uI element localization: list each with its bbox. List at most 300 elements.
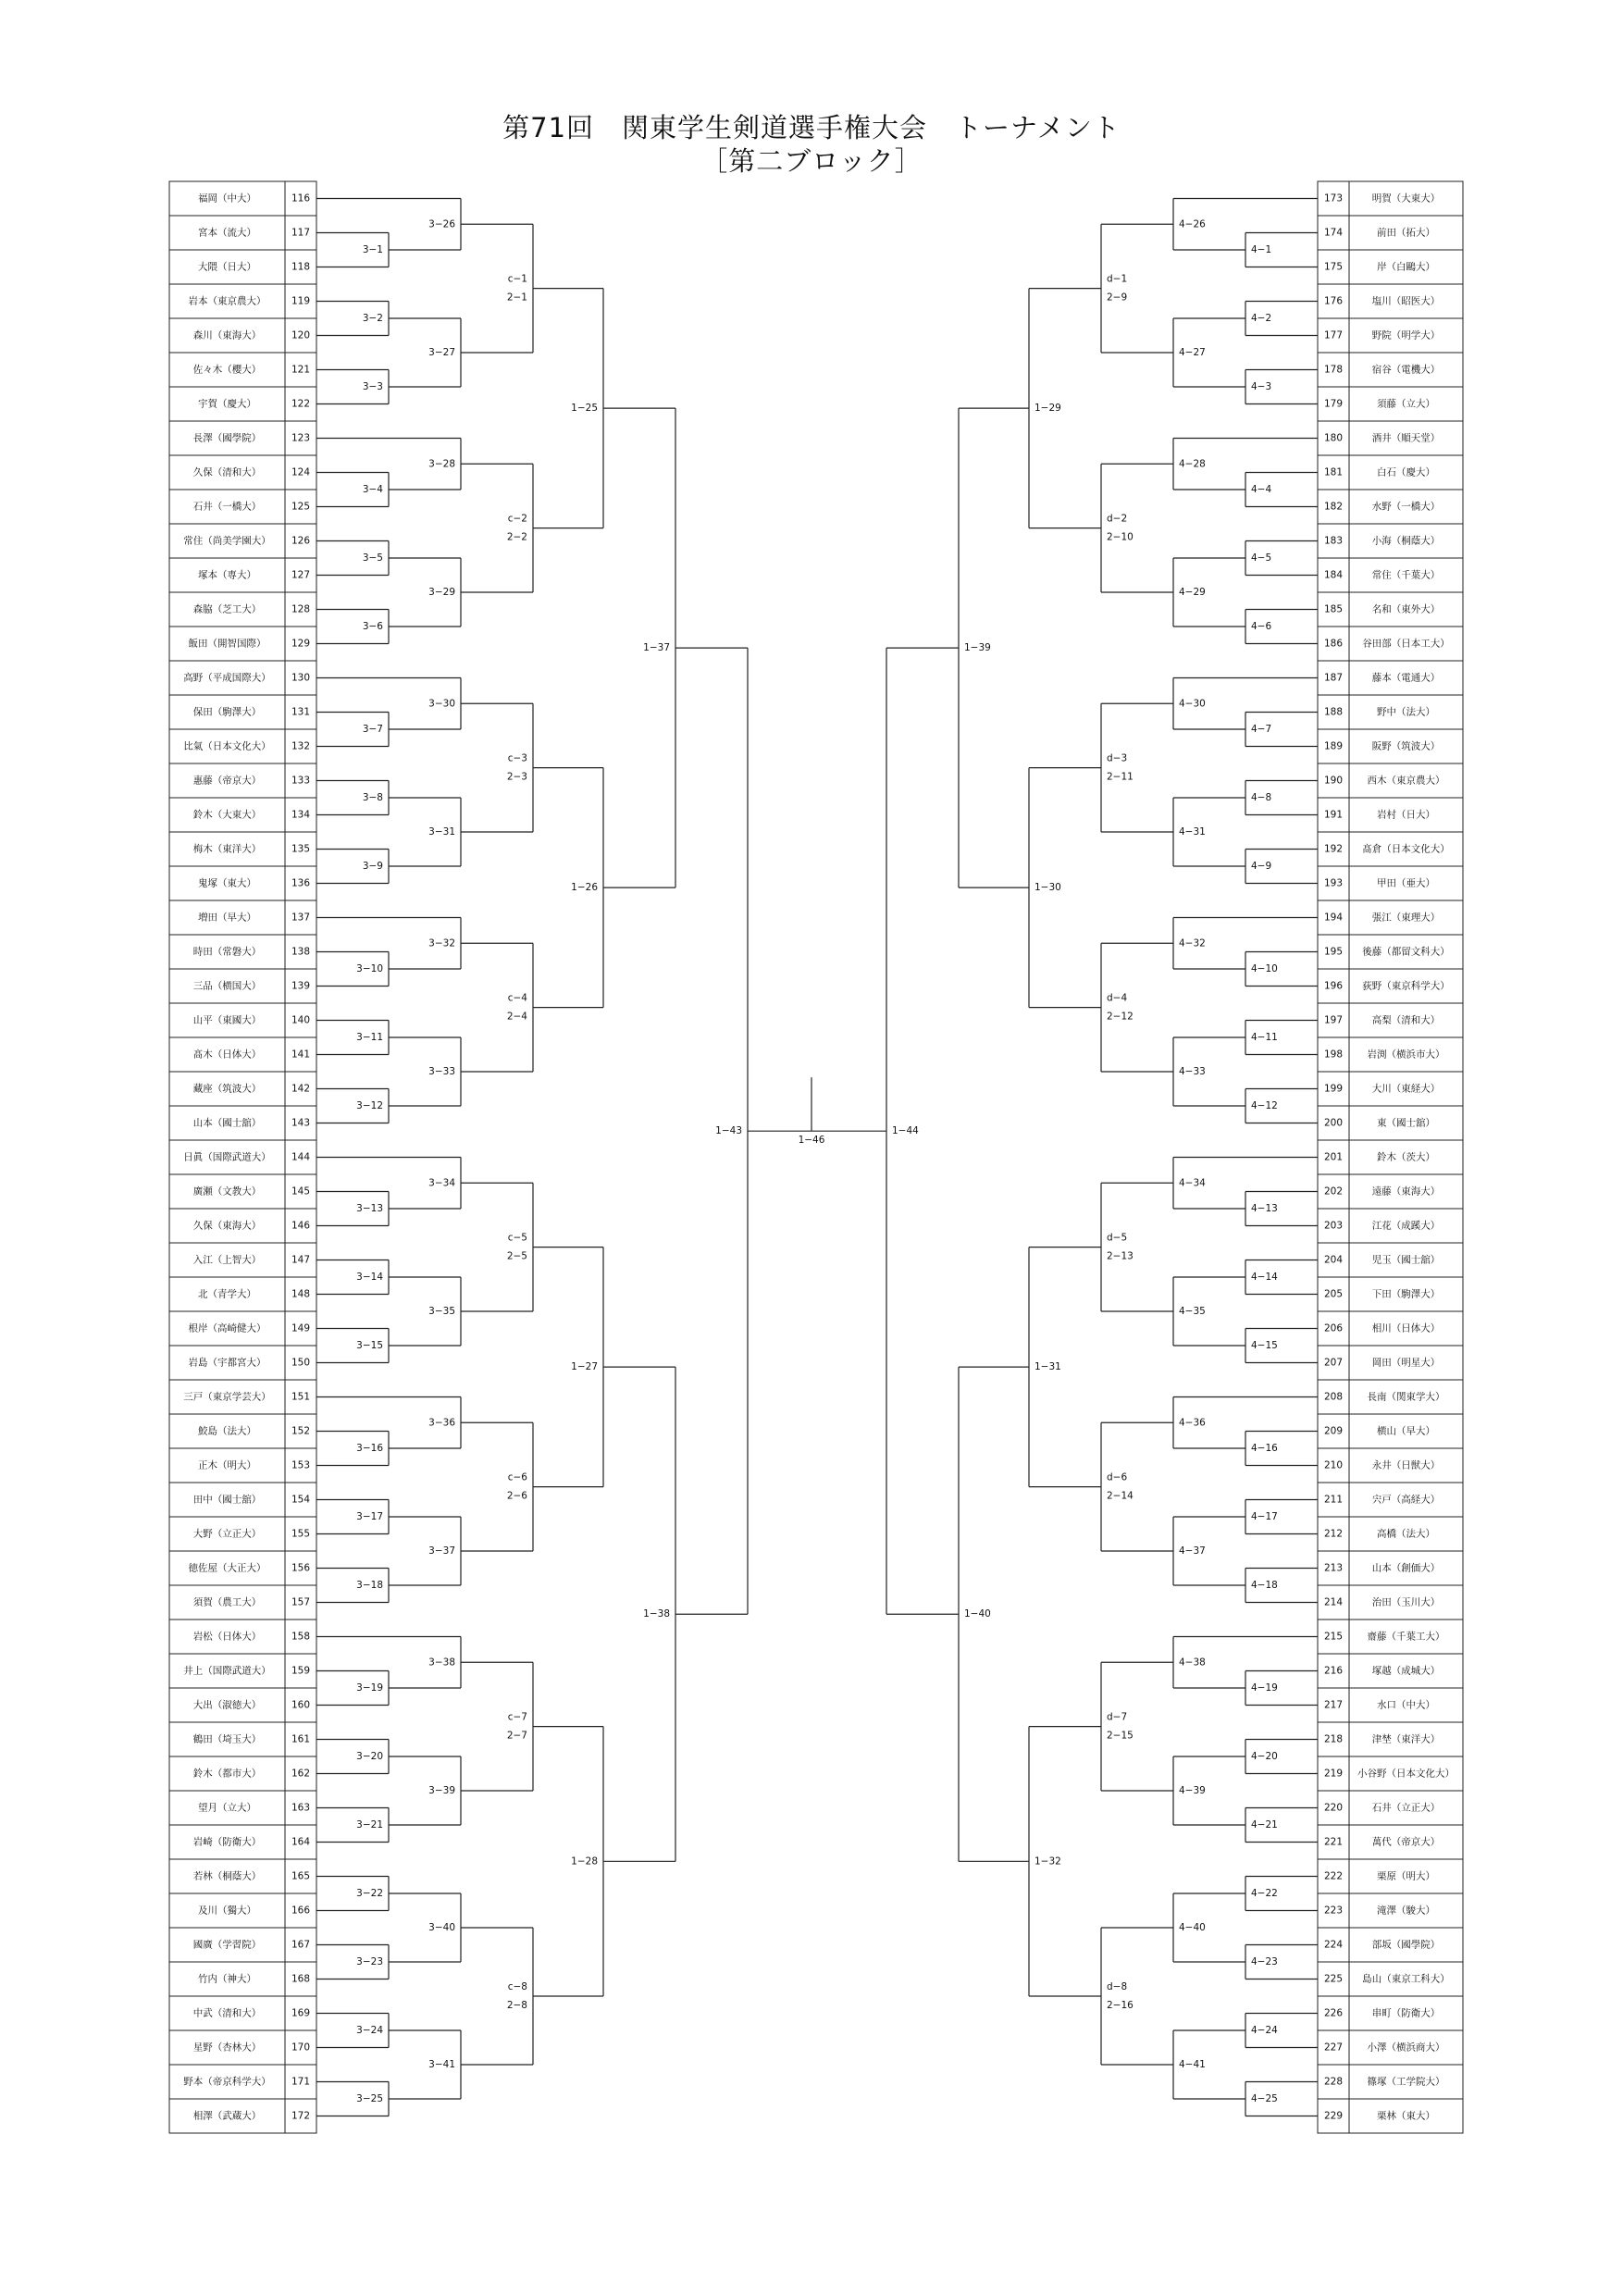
match-label: 3−4	[362, 484, 383, 495]
match-label: d−2	[1107, 513, 1128, 525]
match-label: 3−10	[356, 963, 383, 974]
player-name: 入江（上智大）	[192, 1254, 262, 1266]
match-label: 4−40	[1179, 1922, 1206, 1933]
match-label: 4−7	[1251, 724, 1272, 735]
player-number: 184	[1323, 569, 1344, 581]
match-label: 1−37	[643, 642, 670, 654]
match-label: 3−32	[428, 937, 455, 949]
player-number: 159	[291, 1665, 311, 1677]
match-label: 2−11	[1107, 771, 1134, 783]
player-number: 215	[1323, 1631, 1344, 1643]
player-number: 158	[291, 1631, 311, 1643]
player-name: 岩崎（防衛大）	[192, 1836, 262, 1848]
player-number: 165	[291, 1870, 311, 1882]
player-name: 髙倉（日本文化大）	[1362, 843, 1450, 855]
player-name: 江花（成蹊大）	[1371, 1220, 1441, 1232]
player-number: 229	[1323, 2110, 1344, 2122]
player-name: 相澤（武蔵大）	[192, 2110, 262, 2122]
match-label: 1−44	[892, 1125, 919, 1137]
match-label: 3−33	[428, 1066, 455, 1077]
player-number: 226	[1323, 2007, 1344, 2019]
player-number: 125	[291, 501, 311, 513]
player-name: 宿谷（電機大）	[1371, 364, 1441, 376]
player-name: 串町（防衛大）	[1371, 2007, 1441, 2019]
player-number: 155	[291, 1528, 311, 1540]
match-label: 4−20	[1251, 1751, 1278, 1762]
player-number: 117	[291, 227, 311, 239]
player-name: 高野（平成国際大）	[183, 672, 271, 684]
match-label: 3−7	[362, 724, 383, 735]
player-number: 118	[291, 261, 311, 273]
player-name: 岩本（東京農大）	[188, 295, 266, 307]
match-label: 4−34	[1179, 1177, 1206, 1189]
match-label: 4−23	[1251, 1956, 1278, 1967]
match-label: 1−40	[964, 1608, 991, 1620]
player-number: 220	[1323, 1802, 1344, 1814]
match-label: 3−29	[428, 587, 455, 598]
player-name: 山本（國士舘）	[192, 1117, 262, 1129]
player-number: 195	[1323, 946, 1344, 958]
player-name: 塚本（専大）	[198, 569, 256, 581]
player-number: 157	[291, 1596, 311, 1608]
match-label: 4−35	[1179, 1306, 1206, 1317]
player-number: 219	[1323, 1768, 1344, 1780]
player-name: 塩川（昭医大）	[1371, 295, 1441, 307]
player-name: 北（青学大）	[198, 1288, 256, 1300]
match-label: 1−27	[571, 1361, 598, 1373]
player-name: 飯田（開智国際）	[188, 638, 266, 650]
player-name: 岡田（明星大）	[1371, 1357, 1441, 1369]
match-label: 2−8	[506, 2000, 527, 2011]
player-name: 荻野（東京科学大）	[1362, 980, 1450, 992]
player-number: 147	[291, 1254, 311, 1266]
match-label: c−2	[507, 513, 527, 525]
match-label: 1−25	[571, 403, 598, 415]
match-label: 3−19	[356, 1682, 383, 1694]
player-name: 野院（明学大）	[1371, 329, 1441, 341]
match-label: 4−28	[1179, 458, 1206, 470]
match-label: 2−7	[506, 1730, 527, 1742]
player-name: 鈴木（大東大）	[192, 809, 262, 821]
player-number: 180	[1323, 432, 1344, 444]
player-name: 谷田部（日本工大）	[1362, 638, 1450, 650]
match-label: 4−12	[1251, 1100, 1278, 1111]
player-name: 名和（東外大）	[1371, 603, 1441, 615]
player-number: 189	[1323, 740, 1344, 752]
player-number: 185	[1323, 603, 1344, 615]
player-number: 186	[1323, 638, 1344, 650]
player-number: 182	[1323, 501, 1344, 513]
page-title: 第71回 関東学生剣道選手権大会 トーナメント	[502, 112, 1121, 143]
player-name: 根岸（高崎健大）	[188, 1322, 266, 1334]
match-label: d−3	[1107, 752, 1128, 764]
player-name: 小谷野（日本文化大）	[1357, 1768, 1455, 1780]
match-label: 2−4	[506, 1011, 527, 1023]
player-name: 時田（常磐大）	[192, 946, 262, 958]
match-label: 4−24	[1251, 2025, 1278, 2036]
match-label: 1−38	[643, 1608, 670, 1620]
match-label: 4−4	[1251, 484, 1272, 495]
player-number: 225	[1323, 1973, 1344, 1985]
player-name: 岩渕（横浜市大）	[1367, 1049, 1445, 1061]
player-name: 三戸（東京学芸大）	[183, 1391, 271, 1403]
match-label: 3−3	[362, 381, 383, 392]
player-number: 223	[1323, 1905, 1344, 1917]
match-label: 1−43	[715, 1125, 742, 1137]
player-name: 鈴木（都市大）	[192, 1768, 262, 1780]
player-number: 139	[291, 980, 311, 992]
match-label: 3−25	[356, 2093, 383, 2104]
match-label: c−1	[507, 273, 527, 285]
match-label: c−8	[507, 1981, 527, 1992]
player-number: 227	[1323, 2042, 1344, 2054]
player-number: 204	[1323, 1254, 1344, 1266]
match-label: 4−5	[1251, 552, 1272, 564]
player-name: 須賀（農工大）	[192, 1596, 262, 1608]
match-label: 4−33	[1179, 1066, 1206, 1077]
player-name: 治田（玉川大）	[1371, 1596, 1441, 1608]
player-name: 高橋（法大）	[1377, 1528, 1435, 1540]
match-label: 3−38	[428, 1657, 455, 1669]
match-label: 3−27	[428, 347, 455, 358]
player-name: 相川（日体大）	[1371, 1322, 1441, 1334]
player-name: 水口（中大）	[1377, 1699, 1435, 1711]
match-label: 4−18	[1251, 1580, 1278, 1591]
player-number: 203	[1323, 1220, 1344, 1232]
match-label: c−7	[507, 1711, 527, 1723]
match-label: 2−9	[1107, 292, 1128, 304]
match-label: 1−30	[1035, 882, 1061, 894]
player-number: 173	[1323, 192, 1344, 205]
player-number: 187	[1323, 672, 1344, 684]
match-label: 2−6	[506, 1490, 527, 1502]
player-number: 124	[291, 466, 311, 478]
match-label: c−5	[507, 1232, 527, 1244]
match-label: 4−17	[1251, 1511, 1278, 1522]
player-number: 166	[291, 1905, 311, 1917]
player-number: 190	[1323, 775, 1344, 787]
player-number: 132	[291, 740, 311, 752]
player-name: 常住（尚美学園大）	[183, 535, 271, 547]
match-label: 3−21	[356, 1819, 383, 1831]
match-label: 3−22	[356, 1888, 383, 1899]
player-name: 日眞（国際武道大）	[183, 1151, 271, 1163]
player-number: 161	[291, 1733, 311, 1745]
player-number: 216	[1323, 1665, 1344, 1677]
player-name: 比氣（日本文化大）	[183, 740, 271, 752]
player-number: 135	[291, 843, 311, 855]
player-number: 228	[1323, 2076, 1344, 2088]
player-name: 田中（國士舘）	[192, 1494, 262, 1506]
player-name: 齋藤（千葉工大）	[1367, 1631, 1445, 1643]
match-label: d−7	[1107, 1711, 1128, 1723]
player-name: 酒井（順天堂）	[1371, 432, 1441, 444]
player-name: 高梨（清和大）	[1371, 1014, 1441, 1026]
player-number: 197	[1323, 1014, 1344, 1026]
match-label: 3−13	[356, 1203, 383, 1214]
player-number: 142	[291, 1083, 311, 1095]
player-name: 小海（桐蔭大）	[1371, 535, 1441, 547]
match-label: 3−36	[428, 1417, 455, 1429]
match-label: 2−14	[1107, 1490, 1134, 1502]
player-number: 167	[291, 1939, 311, 1951]
match-label: 4−32	[1179, 937, 1206, 949]
player-name: 竹内（神大）	[198, 1973, 256, 1985]
player-name: 部坂（國學院）	[1371, 1939, 1441, 1951]
player-number: 194	[1323, 912, 1344, 924]
player-number: 209	[1323, 1425, 1344, 1437]
player-name: 明賀（大東大）	[1371, 192, 1441, 205]
player-name: 岩村（日大）	[1377, 809, 1435, 821]
player-name: 萬代（帝京大）	[1371, 1836, 1441, 1848]
player-number: 153	[291, 1459, 311, 1471]
player-number: 136	[291, 877, 311, 889]
player-number: 146	[291, 1220, 311, 1232]
match-label: 3−1	[362, 244, 383, 255]
player-name: 鬼塚（東大）	[198, 877, 256, 889]
player-name: 惠藤（帝京大）	[192, 775, 262, 787]
match-label: 1−39	[964, 642, 991, 654]
player-name: 岸（白鷗大）	[1377, 261, 1435, 273]
match-label: 1−31	[1035, 1361, 1061, 1373]
player-name: 藤本（電通大）	[1371, 672, 1441, 684]
player-name: 望月（立大）	[198, 1802, 256, 1814]
player-name: 山平（東國大）	[192, 1014, 262, 1026]
player-number: 128	[291, 603, 311, 615]
player-number: 162	[291, 1768, 311, 1780]
player-number: 171	[291, 2076, 311, 2088]
player-number: 120	[291, 329, 311, 341]
player-name: 星野（杏林大）	[192, 2042, 262, 2054]
player-name: 及川（獨大）	[198, 1905, 256, 1917]
player-name: 阪野（筑波大）	[1371, 740, 1441, 752]
match-label: 3−30	[428, 698, 455, 710]
player-name: 塚越（成城大）	[1371, 1665, 1441, 1677]
player-name: 長澤（國學院）	[192, 432, 262, 444]
player-number: 140	[291, 1014, 311, 1026]
player-name: 大出（淑徳大）	[192, 1699, 262, 1711]
match-label: 3−35	[428, 1306, 455, 1317]
player-number: 214	[1323, 1596, 1344, 1608]
match-label: 3−14	[356, 1272, 383, 1283]
player-number: 129	[291, 638, 311, 650]
match-label: 4−10	[1251, 963, 1278, 974]
match-label: 4−29	[1179, 587, 1206, 598]
match-label: 3−37	[428, 1545, 455, 1557]
match-label: d−6	[1107, 1471, 1128, 1483]
match-label: 2−15	[1107, 1730, 1134, 1742]
match-label: 4−1	[1251, 244, 1272, 255]
player-name: 宇賀（慶大）	[198, 398, 256, 410]
match-label: 4−38	[1179, 1657, 1206, 1669]
match-label: 2−2	[506, 531, 527, 543]
player-number: 138	[291, 946, 311, 958]
match-label: 4−6	[1251, 621, 1272, 632]
final-match-label: 1−46	[798, 1135, 825, 1147]
player-name: 津埜（東洋大）	[1371, 1733, 1441, 1745]
match-label: 4−2	[1251, 313, 1272, 324]
player-name: 野本（帝京科学大）	[183, 2076, 271, 2088]
player-name: 横山（早大）	[1377, 1425, 1435, 1437]
player-number: 172	[291, 2110, 311, 2122]
player-number: 179	[1323, 398, 1344, 410]
player-number: 127	[291, 569, 311, 581]
match-label: 1−29	[1035, 403, 1061, 415]
player-name: 髙木（日体大）	[192, 1049, 262, 1061]
player-name: 大野（立正大）	[192, 1528, 262, 1540]
player-name: 宮本（流大）	[198, 227, 256, 239]
player-number: 150	[291, 1357, 311, 1369]
player-number: 169	[291, 2007, 311, 2019]
match-label: 3−8	[362, 792, 383, 803]
player-name: 張江（東理大）	[1371, 912, 1441, 924]
player-number: 134	[291, 809, 311, 821]
player-number: 183	[1323, 535, 1344, 547]
match-label: 3−18	[356, 1580, 383, 1591]
player-name: 森川（東海大）	[192, 329, 262, 341]
player-name: 永井（日獣大）	[1371, 1459, 1441, 1471]
player-name: 栗林（東大）	[1377, 2110, 1435, 2122]
player-number: 200	[1323, 1117, 1344, 1129]
player-number: 143	[291, 1117, 311, 1129]
player-number: 218	[1323, 1733, 1344, 1745]
match-label: 2−13	[1107, 1250, 1134, 1262]
match-label: d−1	[1107, 273, 1128, 285]
match-label: 4−16	[1251, 1443, 1278, 1454]
match-label: 3−20	[356, 1751, 383, 1762]
player-name: 児玉（國士舘）	[1371, 1254, 1441, 1266]
match-label: 4−11	[1251, 1032, 1278, 1043]
match-label: 3−5	[362, 552, 383, 564]
player-name: 水野（一橋大）	[1371, 501, 1441, 513]
player-number: 181	[1323, 466, 1344, 478]
player-number: 151	[291, 1391, 311, 1403]
player-name: 山本（創価大）	[1371, 1562, 1441, 1574]
match-label: 3−41	[428, 2059, 455, 2070]
player-name: 森脇（芝工大）	[192, 603, 262, 615]
player-number: 170	[291, 2042, 311, 2054]
player-name: 鮫島（法大）	[198, 1425, 256, 1437]
player-name: 鈴木（茨大）	[1377, 1151, 1435, 1163]
block-subtitle: ［第二ブロック］	[700, 145, 923, 177]
player-number: 222	[1323, 1870, 1344, 1882]
match-label: 3−23	[356, 1956, 383, 1967]
player-name: 石井（一橋大）	[192, 501, 262, 513]
player-number: 191	[1323, 809, 1344, 821]
match-label: 1−26	[571, 882, 598, 894]
player-number: 201	[1323, 1151, 1344, 1163]
player-number: 121	[291, 364, 311, 376]
player-number: 224	[1323, 1939, 1344, 1951]
player-number: 130	[291, 672, 311, 684]
player-name: 遠藤（東海大）	[1371, 1185, 1441, 1198]
match-label: 3−2	[362, 313, 383, 324]
match-label: 4−41	[1179, 2059, 1206, 2070]
player-name: 三品（横国大）	[192, 980, 262, 992]
match-label: 4−36	[1179, 1417, 1206, 1429]
match-label: 4−13	[1251, 1203, 1278, 1214]
player-name: 保田（駒澤大）	[192, 706, 262, 718]
player-number: 210	[1323, 1459, 1344, 1471]
match-label: 4−9	[1251, 861, 1272, 872]
match-label: 3−9	[362, 861, 383, 872]
player-number: 163	[291, 1802, 311, 1814]
match-label: d−5	[1107, 1232, 1128, 1244]
player-number: 202	[1323, 1185, 1344, 1198]
player-number: 164	[291, 1836, 311, 1848]
player-name: 白石（慶大）	[1377, 466, 1435, 478]
match-label: 3−39	[428, 1785, 455, 1796]
match-label: 2−12	[1107, 1011, 1134, 1023]
player-name: 藏座（筑波大）	[192, 1083, 262, 1095]
player-number: 206	[1323, 1322, 1344, 1334]
player-name: 滝澤（駿大）	[1377, 1905, 1435, 1917]
player-number: 174	[1323, 227, 1344, 239]
match-label: 4−39	[1179, 1785, 1206, 1796]
match-label: 4−3	[1251, 381, 1272, 392]
match-label: 3−40	[428, 1922, 455, 1933]
match-label: 4−37	[1179, 1545, 1206, 1557]
player-name: 徳佐屋（大正大）	[188, 1562, 266, 1574]
player-number: 152	[291, 1425, 311, 1437]
match-label: 3−11	[356, 1032, 383, 1043]
player-number: 168	[291, 1973, 311, 1985]
match-label: 4−26	[1179, 218, 1206, 230]
player-name: 東（國士舘）	[1377, 1117, 1435, 1129]
player-number: 156	[291, 1562, 311, 1574]
player-number: 149	[291, 1322, 311, 1334]
player-name: 久保（東海大）	[192, 1220, 262, 1232]
player-name: 鶴田（埼玉大）	[192, 1733, 262, 1745]
match-label: 2−16	[1107, 2000, 1134, 2011]
match-label: 3−31	[428, 826, 455, 838]
player-number: 144	[291, 1151, 311, 1163]
player-number: 198	[1323, 1049, 1344, 1061]
player-name: 中武（清和大）	[192, 2007, 262, 2019]
match-label: c−4	[507, 992, 527, 1004]
player-number: 116	[291, 192, 311, 205]
player-number: 133	[291, 775, 311, 787]
player-number: 221	[1323, 1836, 1344, 1848]
match-label: c−6	[507, 1471, 527, 1483]
player-number: 196	[1323, 980, 1344, 992]
player-number: 126	[291, 535, 311, 547]
player-number: 141	[291, 1049, 311, 1061]
player-name: 若林（桐蔭大）	[192, 1870, 262, 1882]
player-name: 前田（拓大）	[1377, 227, 1435, 239]
player-name: 後藤（都留文科大）	[1362, 946, 1450, 958]
player-name: 栗原（明大）	[1377, 1870, 1435, 1882]
match-label: 4−27	[1179, 347, 1206, 358]
player-name: 正木（明大）	[198, 1459, 256, 1471]
match-label: 3−26	[428, 218, 455, 230]
player-name: 宍戸（高経大）	[1371, 1494, 1441, 1506]
player-name: 岩島（宇都宮大）	[188, 1357, 266, 1369]
match-label: 4−15	[1251, 1340, 1278, 1351]
match-label: 1−28	[571, 1855, 598, 1868]
match-label: 2−1	[506, 292, 527, 304]
match-label: 1−32	[1035, 1855, 1061, 1868]
player-number: 177	[1323, 329, 1344, 341]
player-name: 井上（国際武道大）	[183, 1665, 271, 1677]
player-name: 岩松（日体大）	[192, 1631, 262, 1643]
player-number: 131	[291, 706, 311, 718]
player-name: 篠塚（工学院大）	[1367, 2076, 1445, 2088]
player-name: 下田（駒澤大）	[1371, 1288, 1441, 1300]
player-name: 増田（早大）	[198, 912, 256, 924]
player-number: 205	[1323, 1288, 1344, 1300]
match-label: 4−14	[1251, 1272, 1278, 1283]
